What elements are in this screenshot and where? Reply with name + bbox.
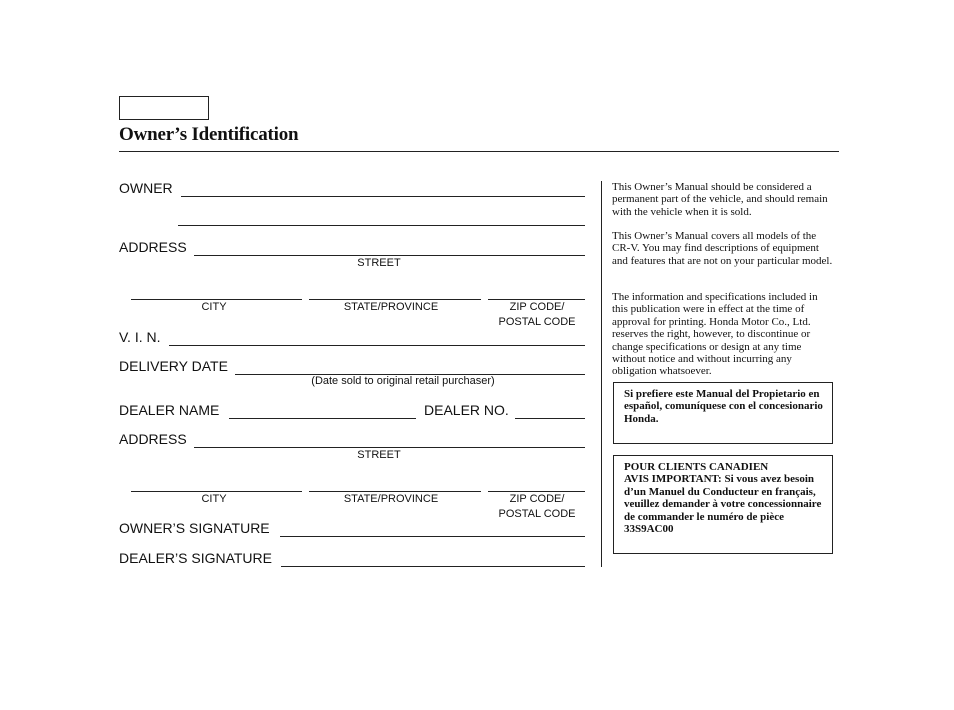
spanish-notice-box: [613, 382, 833, 444]
owner-state-line[interactable]: [309, 299, 481, 300]
french-notice-heading: POUR CLIENTS CANADIEN: [624, 461, 769, 473]
dealer-no-line[interactable]: [515, 418, 585, 419]
owner-line-2[interactable]: [178, 225, 585, 226]
owner-signature-line[interactable]: [280, 536, 585, 537]
delivery-date-caption: (Date sold to original retail purchaser): [311, 375, 495, 387]
dealer-no-label: DEALER NO.: [424, 402, 509, 418]
vin-label: V. I. N.: [119, 329, 161, 345]
owner-zip-line[interactable]: [488, 299, 585, 300]
owner-line-1[interactable]: [181, 196, 585, 197]
sidebar-paragraph-1: This Owner’s Manual should be considered a permanent part of the vehicle, and should remain with the vehicle when it is sold.: [612, 181, 828, 218]
delivery-date-label: DELIVERY DATE: [119, 358, 228, 374]
dealer-address-label: ADDRESS: [119, 431, 187, 447]
french-notice-text: AVIS IMPORTANT: Si vous avez besoin d’un Manuel du Conducteur en français, veuillez demander à votre concessionnaire de commander le numéro de pièce 33S9AC00: [624, 473, 822, 536]
sidebar-paragraph-2: This Owner’s Manual covers all models of the CR-V. You may find descriptions of equipment and features that are not on your particular model.: [612, 230, 833, 267]
dealer-street-line[interactable]: [194, 447, 585, 448]
title-rule: [119, 151, 839, 152]
spanish-notice-text: Si prefiere este Manual del Propietario en español, comuníquese con el concesionario Honda.: [624, 388, 823, 425]
dealer-name-line[interactable]: [229, 418, 416, 419]
owner-city-line[interactable]: [131, 299, 302, 300]
french-notice-box: [613, 455, 833, 554]
owner-street-line[interactable]: [194, 255, 585, 256]
owner-signature-label: OWNER’S SIGNATURE: [119, 520, 270, 536]
dealer-city-line[interactable]: [131, 491, 302, 492]
dealer-street-caption: STREET: [357, 449, 401, 461]
dealer-signature-line[interactable]: [281, 566, 585, 567]
column-divider: [601, 181, 602, 567]
owner-street-caption: STREET: [357, 257, 401, 269]
dealer-city-caption: CITY: [201, 493, 227, 505]
section-tab-box: [119, 96, 209, 120]
dealer-zip-line[interactable]: [488, 491, 585, 492]
vin-line[interactable]: [169, 345, 585, 346]
dealer-state-caption: STATE/PROVINCE: [343, 493, 439, 505]
sidebar-paragraph-3: The information and specifications included in this publication were in effect at the time of approval for printing. Honda Motor Co., Ltd. reserves the right, however, to discontinue or change specifications or design at any time without notice and without incurring any obligation whatsoever.: [612, 291, 818, 378]
dealer-zip-caption: ZIP CODE/: [509, 493, 565, 505]
owner-address-label: ADDRESS: [119, 239, 187, 255]
dealer-name-label: DEALER NAME: [119, 402, 220, 418]
page-title: Owner’s Identification: [119, 124, 299, 145]
owner-zip-caption: ZIP CODE/: [509, 301, 565, 313]
dealer-signature-label: DEALER’S SIGNATURE: [119, 550, 272, 566]
owner-city-caption: CITY: [201, 301, 227, 313]
owner-state-caption: STATE/PROVINCE: [343, 301, 439, 313]
owner-postal-caption: POSTAL CODE: [498, 316, 576, 328]
dealer-postal-caption: POSTAL CODE: [498, 508, 576, 520]
owner-label: OWNER: [119, 180, 173, 196]
dealer-state-line[interactable]: [309, 491, 481, 492]
